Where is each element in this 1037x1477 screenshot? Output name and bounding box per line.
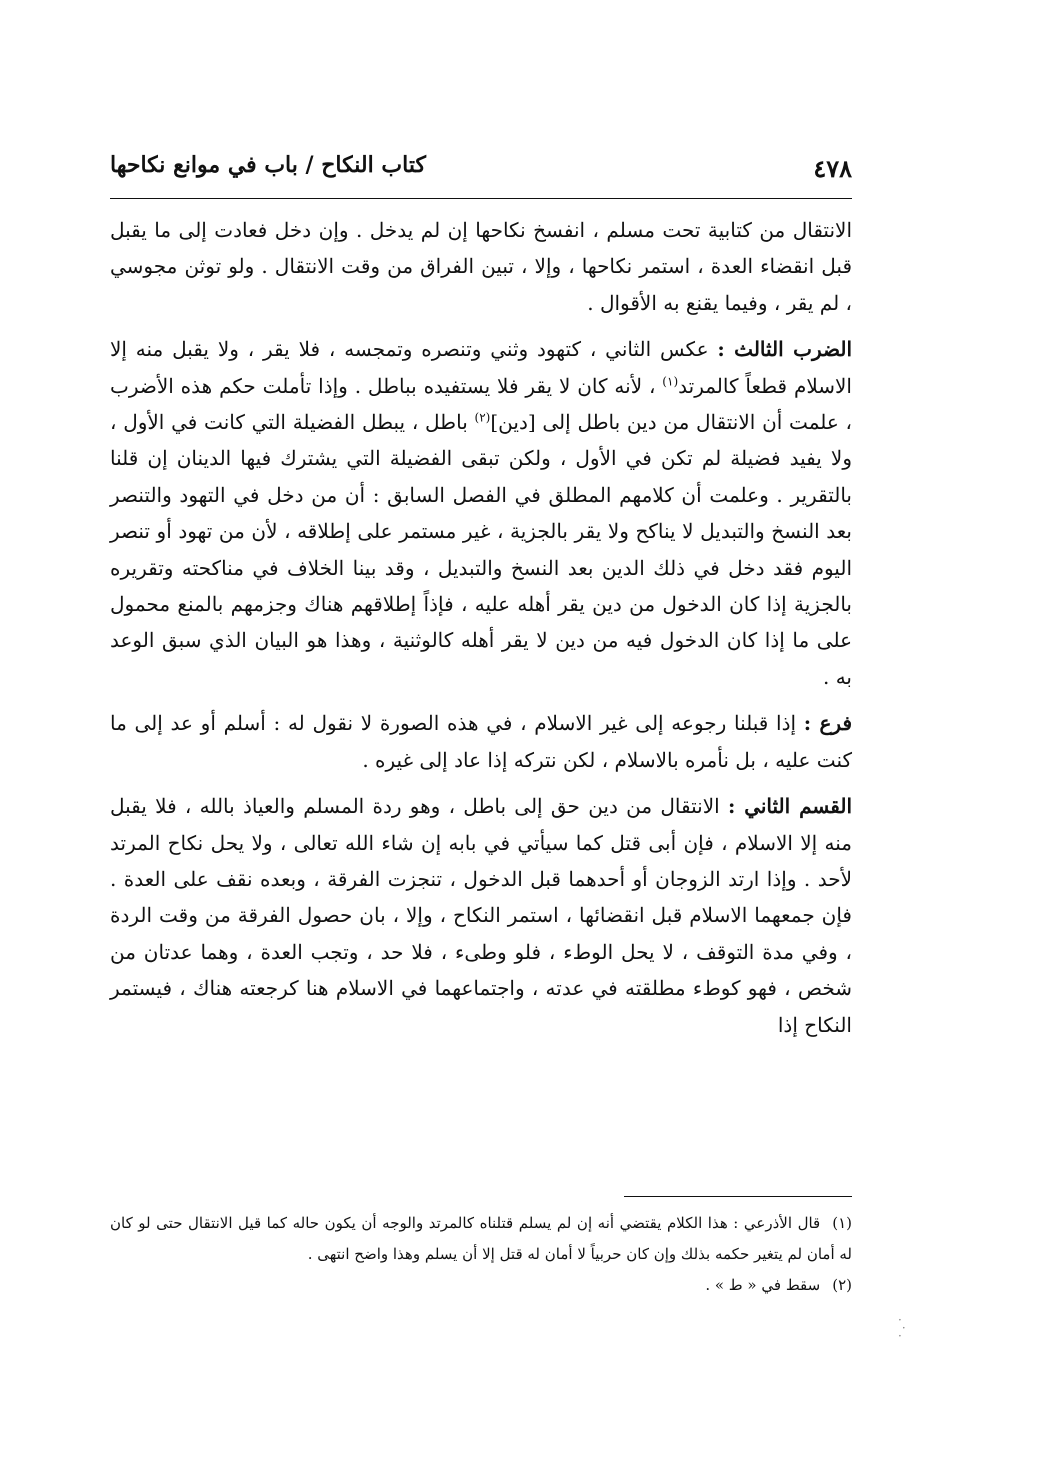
paragraph-continuation (110, 212, 852, 321)
paragraph-lead: الضرب الثالث : (717, 337, 853, 362)
paragraph-lead: القسم الثاني : (727, 794, 852, 819)
paragraph-text: باطل ، يبطل الفضيلة التي كانت في الأول ، ولا يفيد فضيلة لم تكن في الأول ، ولكن تبقى الفضيلة التي يشترك فيها الدينان إن قلنا بالتقرير . وعلمت أن كلامهم المطلق في الفصل السابق : أن من دخل في التهود والتنصر بعد النسخ والتبديل لا يناكح ولا يقر بالجزية ، غير مستمر على إطلاقه ، لأن من تهود أو تنصر اليوم فقد دخل في ذلك الدين بعد النسخ والتبديل ، وقد بينا الخلاف في مناكحته وتقريره بالجزية إذا كان الدخول من دين يقر أهله عليه ، فإذاً إطلاقهم هناك وجزمهم بالمنع محمول على ما إذا كان الدخول فيه من دين لا يقر أهله كالوثنية ، وهذا هو البيان الذي سبق الوعد به . (110, 410, 853, 689)
paragraph-second-section (110, 788, 852, 1043)
paragraph-text: الانتقال من كتابية تحت مسلم ، انفسخ نكاحها إن لم يدخل . وإن دخل فعادت إلى ما يقبل قبل انقضاء العدة ، استمر نكاحها ، وإلا ، تبين الفراق من وقت الانتقال . ولو توثن مجوسي ، لم يقر ، وفيما يقنع به الأقوال . (110, 218, 853, 315)
header-rule (110, 198, 852, 199)
paragraph-text: عكس الثاني ، كتهود وثني وتنصره وتمجسه ، فلا يقر ، ولا يقبل منه إلا الاسلام قطعاً كالمرتد (110, 337, 852, 398)
footnote-rule (624, 1196, 852, 1197)
paragraph-text: الانتقال من دين حق إلى باطل ، وهو ردة المسلم والعياذ بالله ، فلا يقبل منه إلا الاسلام ، فإن أبى قتل كما سيأتي في بابه إن شاء الله تعالى ، ولا يحل نكاح المرتد لأحد . وإذا ارتد الزوجان أو أحدهما قبل الدخول ، تنجزت الفرقة ، وبعده نقف على العدة . فإن جمعهما الاسلام قبل انقضائها ، استمر النكاح ، وإلا ، بان حصول الفرقة من وقت الردة ، وفي مدة التوقف ، لا يحل الوطء ، فلو وطىء ، فلا حد ، وتجب العدة ، وهما عدتان من شخص ، فهو كوطء مطلقته في عدته ، واجتماعهما في الاسلام هنا كرجعته هناك ، فيستمر النكاح إذا (110, 794, 853, 1037)
paragraph-text: ، لأنه كان لا يقر فلا يستفيده بباطل . وإذا تأملت حكم هذه الأضرب ، علمت أن الانتقال من دين باطل إلى [دين] (110, 373, 853, 435)
footnote-number: (٢) (832, 1276, 852, 1294)
footnote-ref-1: (١) (662, 373, 679, 388)
footnote-text: قال الأذرعي : هذا الكلام يقتضي أنه إن لم يسلم قتلناه كالمرتد والوجه أن يكون حاله كما قيل الانتقال حتى لو كان له أمان لم يتغير حكمه بذلك وإن كان حربياً لا أمان له قتل إلا أن يسلم وهذا واضح انتهى . (110, 1214, 852, 1263)
page-header (110, 150, 852, 190)
footnote-text: سقط في « ط » . (705, 1276, 821, 1294)
footnote-2 (110, 1270, 852, 1301)
scan-speckle: · · · (898, 1313, 906, 1343)
paragraph-third-type (110, 331, 852, 695)
footnote-ref-2: (٢) (474, 410, 491, 425)
footnote-1 (110, 1208, 852, 1270)
footnote-number: (١) (832, 1214, 852, 1232)
page-number: ٤٧٨ (813, 154, 852, 183)
paragraph-lead: فرع : (803, 711, 852, 736)
main-text (110, 212, 852, 1053)
paragraph-text: إذا قبلنا رجوعه إلى غير الاسلام ، في هذه الصورة لا نقول له : أسلم أو عد إلى ما كنت عليه ، بل نأمره بالاسلام ، لكن نتركه إذا عاد إلى غيره . (110, 711, 852, 772)
footnotes (110, 1208, 852, 1301)
running-title: كتاب النكاح / باب في موانع نكاحها (110, 152, 426, 178)
paragraph-branch (110, 705, 852, 778)
